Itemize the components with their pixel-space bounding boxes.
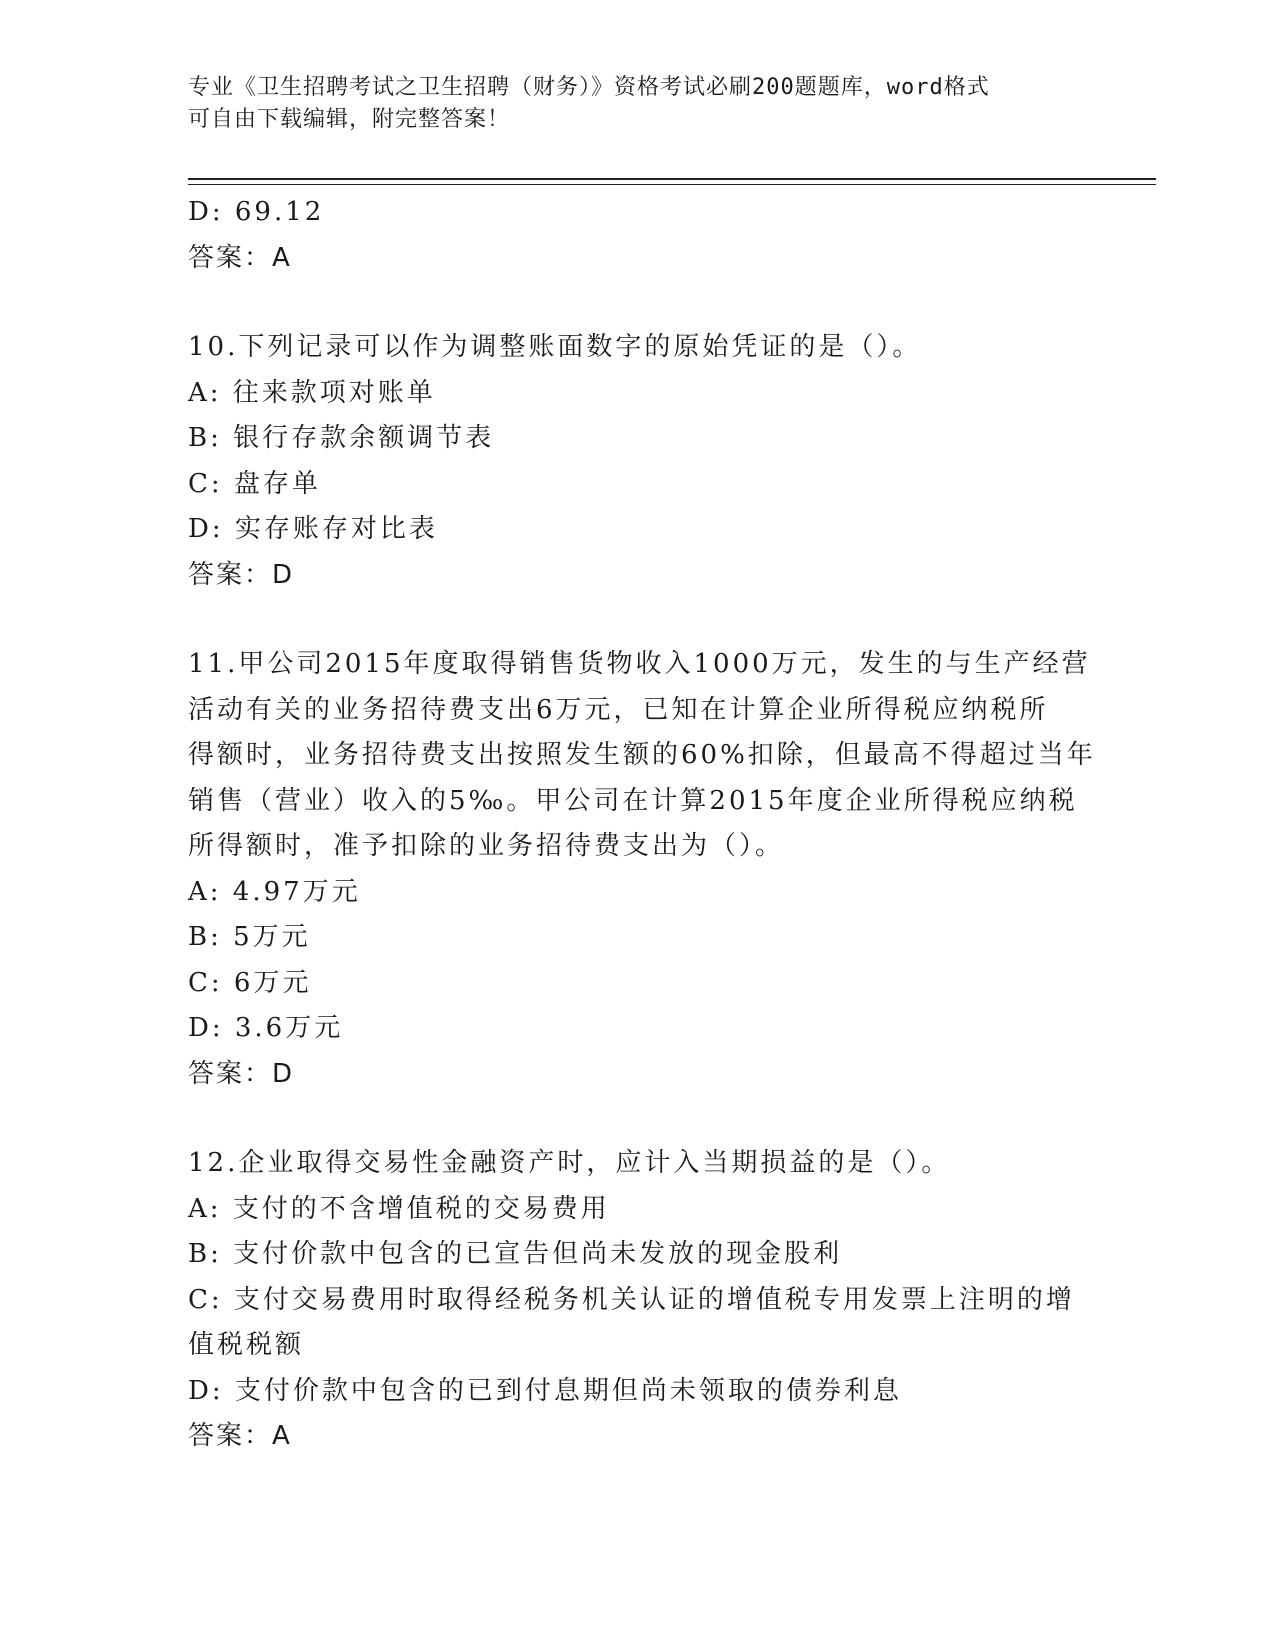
option-b: B: 支付价款中包含的已宣告但尚未发放的现金股利 bbox=[188, 1239, 843, 1269]
header-title-line-2: 可自由下载编辑，附完整答案！ bbox=[188, 107, 511, 132]
answer-line: 答案：A bbox=[188, 1421, 292, 1451]
option-c: C: 盘存单 bbox=[188, 468, 321, 499]
question-11 bbox=[188, 642, 1096, 1097]
header-divider-thick bbox=[188, 178, 1156, 180]
answer-line: 答案：D bbox=[188, 1058, 295, 1089]
question-12 bbox=[188, 1141, 1088, 1460]
question-list bbox=[188, 190, 1096, 1460]
question-stem: 12.企业取得交易性金融资产时，应计入当期损益的是（）。 bbox=[188, 1148, 951, 1178]
spacer bbox=[188, 281, 1088, 325]
option-a: A: 往来款项对账单 bbox=[188, 377, 436, 408]
option-d: D: 69.12 bbox=[188, 197, 325, 227]
option-a: A: 4.97万元 bbox=[188, 876, 361, 907]
option-b: B: 银行存款余额调节表 bbox=[188, 423, 495, 453]
question-stem: 10.下列记录可以作为调整账面数字的原始凭证的是（）。 bbox=[188, 332, 922, 362]
option-c-line-1: C: 支付交易费用时取得经税务机关认证的增值税专用发票上注明的增 bbox=[188, 1284, 1075, 1315]
option-d: D: 支付价款中包含的已到付息期但尚未领取的债券利息 bbox=[188, 1375, 902, 1406]
question-10 bbox=[188, 325, 1088, 598]
spacer bbox=[188, 1097, 1088, 1141]
question-prev bbox=[188, 190, 1088, 281]
page-header bbox=[188, 72, 1088, 136]
question-stem-line-1: 11.甲公司2015年度取得销售货物收入1000万元，发生的与生产经营 bbox=[188, 649, 1091, 679]
question-stem-line-5: 所得额时，准予扣除的业务招待费支出为（）。 bbox=[188, 831, 785, 861]
option-a: A: 支付的不含增值税的交易费用 bbox=[188, 1193, 610, 1224]
question-stem-line-3: 得额时，业务招待费支出按照发生额的60%扣除，但最高不得超过当年 bbox=[188, 740, 1096, 770]
option-d: D: 实存账存对比表 bbox=[188, 514, 438, 544]
option-c: C: 6万元 bbox=[188, 967, 312, 998]
spacer bbox=[188, 598, 1088, 642]
answer-line: 答案：D bbox=[188, 559, 295, 590]
question-stem-line-2: 活动有关的业务招待费支出6万元，已知在计算企业所得税应纳税所 bbox=[188, 694, 1049, 725]
option-d: D: 3.6万元 bbox=[188, 1013, 344, 1043]
answer-line: 答案：A bbox=[188, 242, 292, 273]
question-stem-line-4: 销售（营业）收入的5‰。甲公司在计算2015年度企业所得税应纳税 bbox=[188, 785, 1078, 816]
option-c-line-2: 值税税额 bbox=[188, 1330, 305, 1360]
option-b: B: 5万元 bbox=[188, 922, 311, 952]
header-divider-thin bbox=[188, 184, 1156, 185]
header-title-line-1: 专业《卫生招聘考试之卫生招聘（财务）》资格考试必刷200题题库，word格式 bbox=[188, 75, 990, 100]
